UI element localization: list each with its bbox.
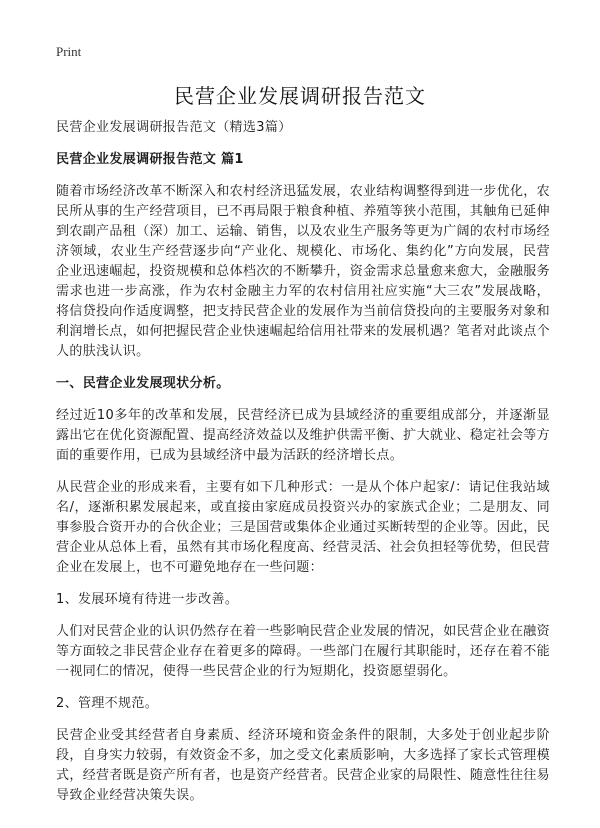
article-subtitle: 民营企业发展调研报告范文（精选3篇） [56, 120, 292, 135]
subheading-2-paragraph: 民营企业受其经营者自身素质、经济环境和资金条件的限制，大多处于创业起步阶段，自身实力较弱，有效资金不多，加之受文化素质影响，大多选择了家长式管理模式，经营者既是资产所有者，也是资产经营者。民营企业家的局限性、随意性往往易导致企业经营决策失误。 [56, 728, 550, 803]
print-link[interactable]: Print [56, 44, 82, 59]
section-heading-1: 一、民营企业发展现状分析。 [56, 376, 230, 391]
paragraph-2: 从民营企业的形成来看，主要有如下几种形式：一是从个体户起家/：请记住我站域名/，逐渐积累发展起来，或直接由家庭成员投资兴办的家族式企业；二是朋友、同事参股合资开办的合伙企业；三是国营或集体企业通过买断转型的企业等。因此，民营企业从总体上看，虽然有其市场化程度高、经营灵活、社会负担轻等优势，但民营企业在发展上，也不可避免地存在一些问题： [56, 480, 550, 575]
intro-paragraph: 随着市场经济改革不断深入和农村经济迅猛发展，农业结构调整得到进一步优化，农民所从事的生产经营项目，已不再局限于粮食种植、养殖等狭小范围，其触角已延伸到农副产品租（深）加工、运输、销售，以及农业生产服务等更为广阔的农村市场经济领域，农业生产经营逐步向“产业化、规模化、市场化、集约化”方向发展，民营企业迅速崛起，投资规模和总体档次的不断攀升，资金需求总量愈来愈大，金融服务需求也进一步高涨，作为农村金融主力军的农村信用社应实施“大三农”发展战略，将信贷投向作适度调整，把支持民营企业的发展作为当前信贷投向的主要服务对象和利润增长点，如何把握民营企业快速崛起给信用社带来的发展机遇？笔者对此谈点个人的肤浅认识。 [56, 184, 550, 359]
article-body [56, 118, 550, 818]
article-heading: 民营企业发展调研报告范文 篇1 [56, 152, 244, 167]
subheading-1: 1、发展环境有待进一步改善。 [56, 592, 239, 607]
subheading-1-paragraph: 人们对民营企业的认识仍然存在着一些影响民营企业发展的情况，如民营企业在融资等方面较之非民营企业存在着更多的障碍。一些部门在履行其职能时，还存在着不能一视同仁的情况，使得一些民营企业的行为短期化，投资愿望弱化。 [56, 624, 550, 679]
page-title: 民营企业发展调研报告范文 [174, 84, 426, 108]
paragraph-1: 经过近10多年的改革和发展，民营经济已成为县域经济的重要组成部分，并逐渐显露出它在优化资源配置、提高经济效益以及维护供需平衡、扩大就业、稳定社会等方面的重要作用，已成为县域经济中最为活跃的经济增长点。 [56, 408, 550, 463]
subheading-2: 2、管理不规范。 [56, 696, 159, 711]
